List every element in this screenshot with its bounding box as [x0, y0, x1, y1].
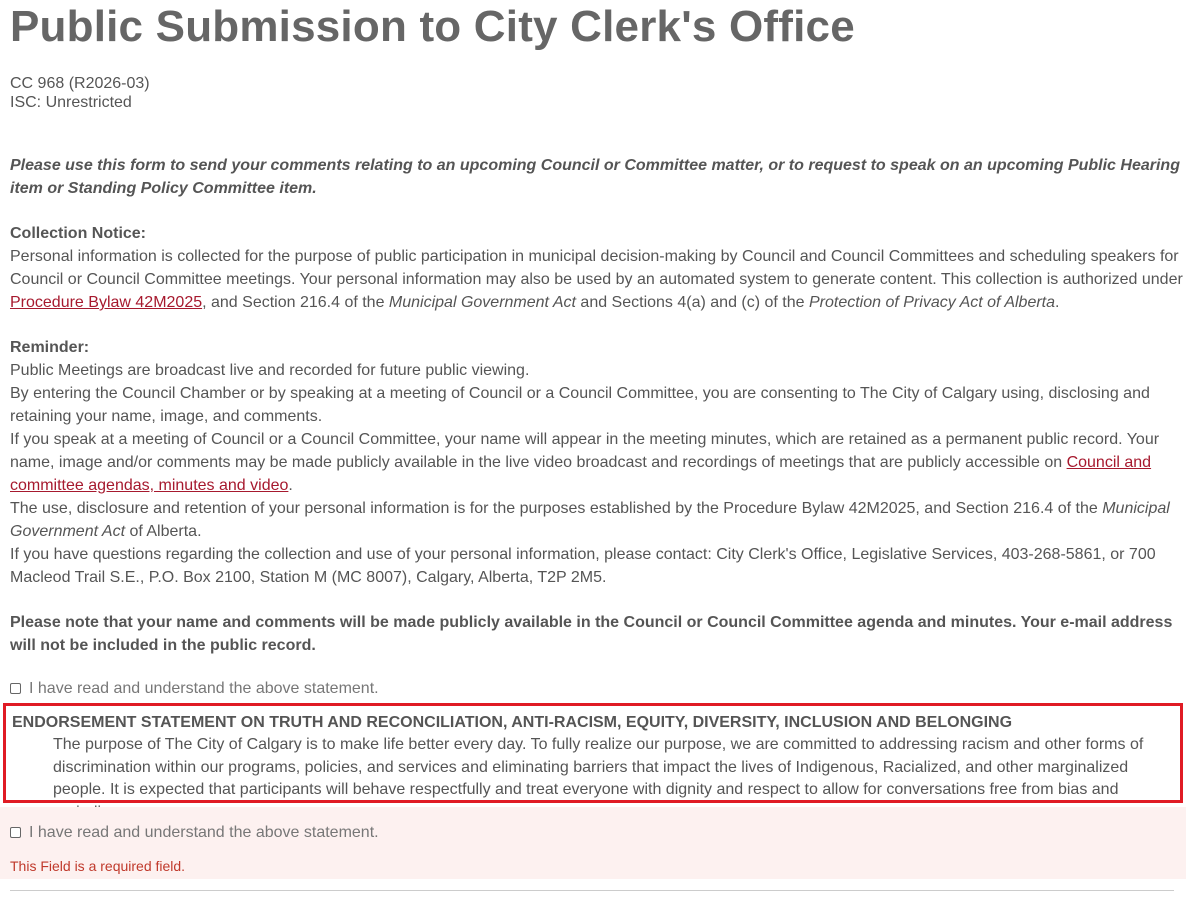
acknowledge-checkbox-2[interactable]: [10, 827, 21, 838]
procedure-bylaw-link[interactable]: Procedure Bylaw 42M2025: [10, 294, 203, 311]
form-intro: Please use this form to send your comments relating to an upcoming Council or Committee matter, or to request to speak on an upcoming Public Hearing item or Standing Policy Committee item.: [10, 157, 1180, 197]
statement-acknowledgement-1[interactable]: [10, 677, 1190, 700]
reminder-line-3: [10, 428, 1190, 497]
reminder-text-part: of Alberta.: [125, 523, 202, 540]
reminder-section: [10, 336, 1190, 589]
collection-text-part: .: [1055, 294, 1060, 311]
page-title: Public Submission to City Clerk's Office: [10, 2, 855, 51]
collection-notice: [10, 222, 1190, 314]
acknowledge-checkbox-1[interactable]: [10, 683, 21, 694]
reminder-line-5: If you have questions regarding the collection and use of your personal information, please contact: City Clerk's Office, Legislative Services, 403-268-5861, or 700 Macleod Trail S.E., P.O. Box 2100, Station M (MC 8007), Calgary, Alberta, T2P 2M5.: [10, 546, 1156, 586]
acknowledge-label-2: I have read and understand the above statement.: [29, 824, 379, 841]
reminder-text-part: The use, disclosure and retention of your personal information is for the purposes established by the Procedure Bylaw 42M2025, and Section 216.4 of the: [10, 500, 1103, 517]
collection-notice-heading: Collection Notice:: [10, 225, 147, 242]
section-divider: [10, 890, 1174, 891]
council-agendas-link[interactable]: Council and committee agendas, minutes and video: [10, 454, 1152, 494]
form-meta: [10, 74, 1190, 112]
form-code: CC 968 (R2026-03): [10, 75, 150, 92]
reminder-line-1: Public Meetings are broadcast live and recorded for future public viewing.: [10, 362, 530, 379]
reminder-line-4: [10, 497, 1190, 543]
acknowledgement-error-group: [0, 807, 1186, 879]
collection-text-part: and Sections 4(a) and (c) of the: [575, 294, 809, 311]
public-record-notice: Please note that your name and comments will be made publicly available in the Council or Council Committee agenda and minutes. Your e-mail address will not be included in the public record.: [10, 614, 1173, 654]
collection-text-part: Personal information is collected for the purpose of public participation in municipal decision-making by Council and Council Committees and scheduling speakers for Council or Council Committee meetings. Your personal information may also be used by an automated system to generate content. This collection is authorized under: [10, 248, 1183, 288]
reminder-heading: Reminder:: [10, 339, 90, 356]
municipal-government-act-ref: Municipal Government Act: [10, 500, 1170, 540]
endorsement-statement: [3, 703, 1183, 803]
statement-acknowledgement-2[interactable]: [10, 821, 379, 844]
endorsement-body: The purpose of The City of Calgary is to make life better every day. To fully realize our purpose, we are committed to addressing racism and other forms of discrimination within our programs, policies, and services and eliminating barriers that impact the lives of Indigenous, Racialized, and other marginalized people. It is expected that participants will behave respectfully and treat everyone with dignity and respect to allow for conversations free from bias and: [53, 736, 1144, 798]
required-field-error: This Field is a required field.: [10, 858, 186, 874]
collection-text-part: , and Section 216.4 of the: [202, 294, 389, 311]
municipal-government-act-ref: Municipal Government Act: [388, 294, 576, 311]
privacy-act-ref: Protection of Privacy Act of Alberta: [808, 294, 1056, 311]
isc-classification: ISC: Unrestricted: [10, 94, 132, 111]
reminder-line-2: By entering the Council Chamber or by speaking at a meeting of Council or a Council Committee, you are consenting to The City of Calgary using, disclosing and retaining your name, image, and comments.: [10, 385, 1150, 425]
acknowledge-label-1: I have read and understand the above statement.: [29, 680, 379, 697]
collection-notice-text: [10, 245, 1190, 314]
reminder-text-part: .: [288, 477, 293, 494]
endorsement-title: ENDORSEMENT STATEMENT ON TRUTH AND RECONCILIATION, ANTI-RACISM, EQUITY, DIVERSITY, INCLUSION AND BELONGING: [12, 714, 1013, 731]
reminder-text-part: If you speak at a meeting of Council or a Council Committee, your name will appear in the meeting minutes, which are retained as a permanent public record. Your name, image and/or comments may be made publicly available in the live video broadcast and recordings of meetings that are publicly accessible on: [10, 431, 1160, 471]
